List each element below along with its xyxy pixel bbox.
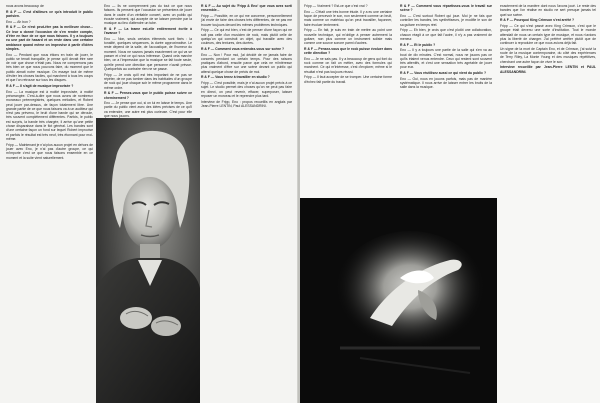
interview-question: R & F — Il s'agit de musique improvisée ? <box>6 84 74 88</box>
interview-paragraph: Fripp — Ce qui s'est passé avec King Crimson, c'est que le groupe était devenu une sorte d'institution. Tout le monde attendait de nous un certain type de musique, et nous n'avions plus la liberté de changer. J'ai préféré arrêter plutôt que de continuer à reproduire ce que nous avions déjà fait. <box>500 23 596 46</box>
right-page-column-1 <box>304 4 392 192</box>
interview-paragraph: Un signe de la mort de Captain Eno, et de Crimson, j'ai suivi la route de la musique contemporaine, du côté des expériences de Terry Riley, La Monte Young et des musiques répétitives, cherchant une autre façon de vivre le son. <box>500 46 596 64</box>
interview-paragraph: Eno — Non, seuls certains éléments sont fixés : la tonalité, quelques séquences, la durée approximative. Le reste dépend de la salle, de l'acoustique, de l'humeur du moment. Nous ne savons jamais exactement ce qui va se passer et c'est ce qui nous intéresse. Quand cela marche bien, on a l'impression que la musique se fait toute seule, qu'elle prend une direction que personne n'avait prévue. Quelquefois au contraire rien ne se passe. <box>104 36 192 71</box>
left-page-column-2 <box>104 4 192 119</box>
interview-paragraph: Eno — Oui, nous en jouons parfois, mais pas de manière systématique. Il nous arrive de laisser entrer les bruits de la salle dans la musique. <box>400 76 492 90</box>
left-page <box>0 0 298 403</box>
portrait-photo <box>96 118 200 403</box>
left-page-column-1 <box>6 4 93 397</box>
interview-question: R & F — Vous réutilisez aussi ce qui vient du public ? <box>400 71 487 76</box>
interview-paragraph: Eno — Je pense que oui, si on lui en laisse le temps. Une partie du public vient avec des idées précises de ce qu'il va entendre, une autre est plus curieuse. C'est pour elle que nous jouons. <box>104 101 192 119</box>
interview-question: R & F — Comment vous entendez-vous sur scène ? <box>201 46 285 51</box>
interview-question: R & F — La trame est-elle entièrement écrite à l'avance ? <box>104 26 192 36</box>
right-page-column-2 <box>400 4 492 192</box>
interview-question: R & F — Au sujet du 'Fripp & Eno' que vous avez sorti ensemble... <box>201 4 292 13</box>
portrait-photo-graphic <box>96 118 200 403</box>
interview-question: R & F — Vous tenez à travailler en studio ? <box>201 75 270 80</box>
interview-paragraph: Eno — C'était une très bonne étude. Il y a eu une certaine façon de percevoir le son, non seulement comme un bruit, mais comme un matériau qu'on peut travailler, façonner, faire évoluer lentement. <box>304 9 392 27</box>
interview-question: R & F — C'est d'ailleurs ce qu'a introduit le public parisien. <box>6 9 93 18</box>
interview-paragraph: Fripp — Possible, en ce qui me concerne, personnellement j'ai envie de faire des choses très différentes, de ne pas me trouver toujours devant les mêmes problèmes techniques. <box>201 13 292 27</box>
right-page-column-3 <box>500 4 596 397</box>
interview-paragraph: Fripp — Il faut accepter de se tromper. Une certaine forme d'échec fait partie du travail. <box>304 75 392 84</box>
right-page <box>300 0 600 403</box>
concert-photo <box>300 198 497 403</box>
interview-question: R & F — Comment vous répartissez-vous le travail sur scène ? <box>400 4 492 13</box>
interview-question: R & F — Et le public ? <box>400 42 436 47</box>
interview-credit: Interview recueillie par Jean-Pierre LENTIN et PAUL ALESSANDRINI. <box>500 65 596 74</box>
interview-paragraph: Eno — Non ! Pour moi, j'ai décidé de ne jamais faire de concerts pendant un certain temps. Pour des raisons pratiques d'abord, ensuite parce que cela ne m'intéresse plus vraiment d'être sur une scène devant un public qui attend quelque chose de précis de moi. <box>201 52 292 74</box>
interview-paragraph: Eno — Ils ne comprennent pas du tout ce que nous faisons. Ils pensent que l'occasion se présentera de jouer dans le cadre d'un véritable concert, avec un public qui écoute vraiment, qui accepte de se laisser prendre par la musique au lieu d'attendre un tube. <box>104 4 192 26</box>
interview-paragraph: Eno — La musique est à moitié improvisée, à moitié préarrangée. C'est-à-dire que nous avons de nombreux morceaux préenregistrés, quelques mélodies, et Robert peut jouer par-dessus, de façon totalement libre. Une grande partie de ce que nous faisons va à un auditeur qui n'est pas prévenu, le bruit d'une bande qui se déroule, très souvent complètement différentes. Parfois, le public est surpris, la bande très chargée, il arrive qu'une petite chose disparaisse dans le flot général. Les bandes sont d'une certaine façon un fond sur lequel Robert improvise et parfois le résultat est très neuf, très étonnant pour moi-même. <box>6 89 93 141</box>
interview-paragraph: Fripp — Maintenant je n'ai plus aucun projet en dehors de jouer avec Eno, je n'ai pas d'autre groupe, ce qui m'importe c'est ce que nous faisons ensemble en ce moment et la suite vient naturellement. <box>6 142 93 160</box>
interview-paragraph: exactement de la manière dont nous l'avons joué. Le reste des bandes que l'on réalise en studio ne sert presque jamais tel quel sur scène. <box>500 4 596 17</box>
interview-paragraph: Fripp — Je crois qu'il est très important de ne pas se répéter, de ne pas tomber dans les habitudes d'un groupe de rock qui joue chaque soir le même programme dans le même ordre. <box>104 72 192 90</box>
interview-question: R & F — Pourquoi King Crimson s'est arrêté ? <box>500 18 575 23</box>
interview-paragraph: Fripp — En fait, je suis en train de mettre au point une nouvelle technique, qui m'oblige à penser autrement la guitare, non plus comme un instrument soliste mais comme une source sonore parmi d'autres. <box>304 28 392 46</box>
interview-paragraph: Fripp — Ce qui est bien, c'est de penser d'une façon qui ne soit pas celle d'un musicien de rock, mais plutôt celle de quelqu'un qui construit un objet, qui travaille avec des couleurs, des textures, des durées. <box>201 28 292 46</box>
interview-paragraph: Interview de Fripp, Eno : propos recueillis en anglais par Jean-Pierre LENTIN, Paul ALESSANDRINI. <box>201 99 292 108</box>
interview-question: R & F — Pensez-vous que le public puisse suivre ce cheminement ? <box>104 91 192 100</box>
interview-paragraph: Eno — C'est surtout Robert qui joue. Moi je ne fais que contrôler les bandes, les synthétiseurs, je modifie le son de sa guitare en temps réel. <box>400 13 492 27</box>
interview-question: R & F — Ce n'est peut-être pas la meilleure chose... Ce leur a donné l'occasion de s'en rendre compte, d'être en face de ce que nous faisons. Il y a toujours eu une part de hasard et on reste dans une certaine ambiance quand même on improvise à partir d'idées simples. <box>6 25 93 51</box>
left-page-column-3 <box>201 4 292 397</box>
interview-paragraph: Eno — Je ne sais pas. Il y a beaucoup de gens qui font du rock comme on fait un métier, avec des formules qui marchent. Ce qui m'intéresse, c'est d'explorer, même si le résultat n'est pas toujours réussi. <box>304 56 392 74</box>
interview-paragraph: Eno — Pendant que nous étions en train de jouer, le public se tenait tranquille, je pense qu'il devait être rare de voir que chose n'était pas. Nous ne comprenons pas très bien ce que nous pouvons faire, du moment que le public aimait notre musique. On essaye tout de même d'éviter les choses faciles, qui marchent à tous les coups et que l'on retrouve sur tous les disques. <box>6 52 93 83</box>
interview-question: R & F — Pensez-vous que le rock puisse évoluer dans cette direction ? <box>304 46 392 56</box>
interview-paragraph: Eno — Il y a toujours une partie de la salle qui s'en va au bout de dix minutes. C'est normal, nous ne jouons pas ce qu'ils étaient venus entendre. Ceux qui restent sont souvent très attentifs, et c'est une sensation très agréable de jouer pour eux. <box>400 48 492 70</box>
concert-photo-graphic <box>300 198 497 403</box>
interview-paragraph: Fripp — Eh bien, je crois que c'est plutôt une collaboration, chacun réagit à ce que fait l'autre, il n'y a pas vraiment de meneur. <box>400 28 492 41</box>
interview-paragraph: nous avons beaucoup de <box>6 4 44 8</box>
interview-paragraph: Eno — Ah bon ? <box>6 19 31 24</box>
interview-paragraph: Fripp — Vraiment ? Est-ce que c'est vrai ? <box>304 4 368 8</box>
interview-paragraph: Fripp — C'est possible, mais je n'ai aucun projet précis à ce sujet. Le studio permet des choses qu'on ne peut pas faire en direct, on peut revenir, effacer, superposer, laisser reposer un morceau et le reprendre plus tard. <box>201 81 292 98</box>
